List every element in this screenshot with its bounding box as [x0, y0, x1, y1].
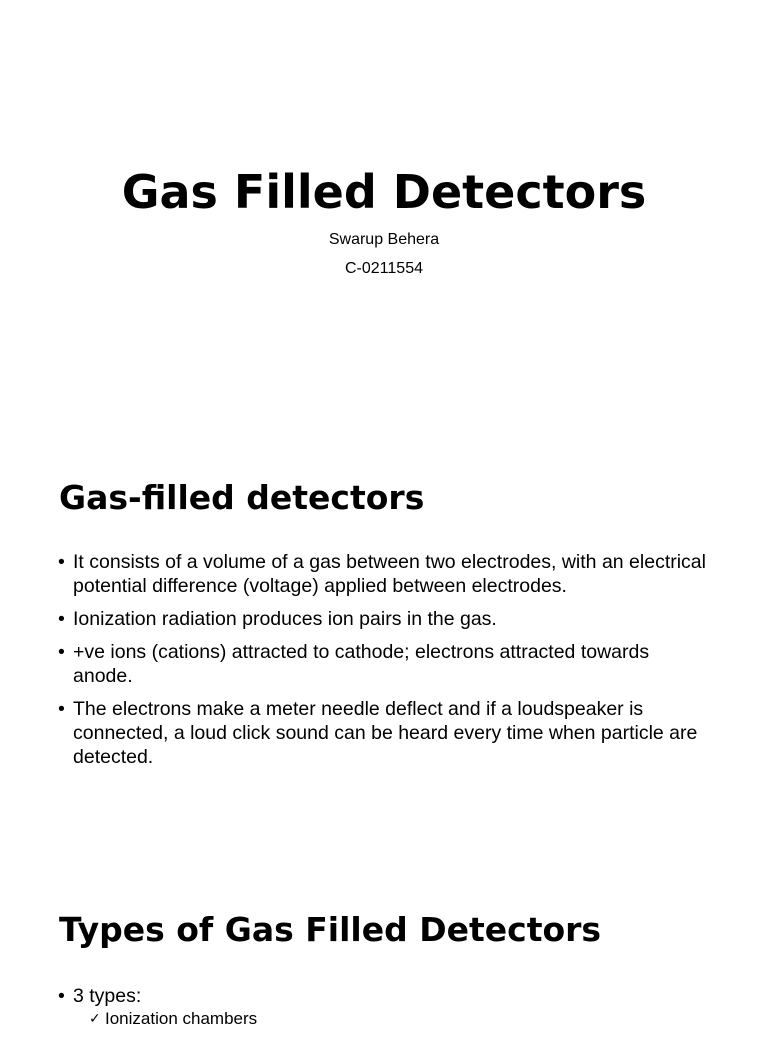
- bullet-item: • It consists of a volume of a gas between two electrodes, with an electrical potential difference (voltage) applied between electrodes.: [58, 550, 708, 598]
- bullet-item: [58, 984, 708, 1030]
- bullet-list: [58, 550, 708, 778]
- bullet-list: [58, 984, 708, 1039]
- sub-item-text: Ionization chambers: [105, 1009, 258, 1028]
- gas-filled-detectors-slide: [0, 432, 768, 864]
- sub-bullet-list: [73, 1008, 708, 1030]
- presentation-title: Gas Filled Detectors: [121, 165, 647, 219]
- slide-heading: Types of Gas Filled Detectors: [59, 910, 602, 949]
- title-slide: [0, 0, 768, 432]
- slide-heading: Gas-filled detectors: [59, 478, 425, 517]
- types-slide: [0, 864, 768, 1028]
- checkmark-sub-item: [89, 1008, 708, 1030]
- bullet-text: 3 types:: [73, 985, 142, 1007]
- student-code: C-0211554: [345, 260, 423, 277]
- author-name: Swarup Behera: [328, 231, 440, 248]
- bullet-item: • The electrons make a meter needle deflect and if a loudspeaker is connected, a loud click sound can be heard every time when particle are detected.: [58, 697, 708, 769]
- bullet-item: • Ionization radiation produces ion pairs in the gas.: [58, 607, 708, 631]
- bullet-item: • +ve ions (cations) attracted to cathode; electrons attracted towards anode.: [58, 640, 708, 688]
